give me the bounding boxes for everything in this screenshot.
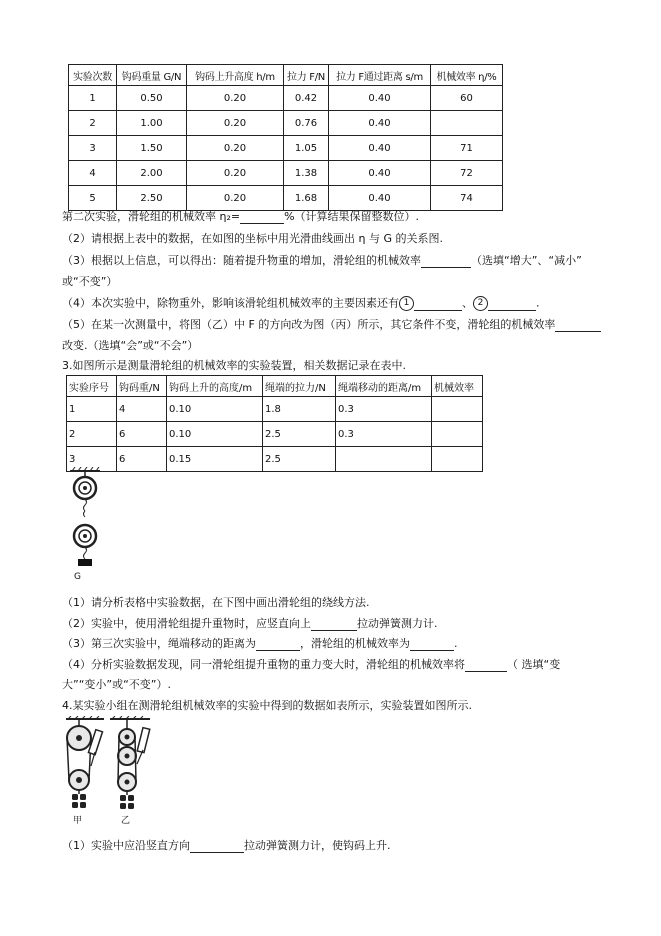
table-header-cell: 钩码重/N (117, 376, 167, 397)
table-cell: 1.38 (284, 161, 329, 186)
q3-line-4 (62, 658, 560, 672)
table-row (67, 422, 483, 447)
table-cell: 0.3 (336, 422, 432, 447)
answer-blank[interactable] (240, 211, 284, 224)
table-cell: 5 (69, 186, 117, 211)
table-row (69, 186, 503, 211)
table-cell: 2 (69, 111, 117, 136)
answer-blank[interactable] (414, 298, 462, 311)
q2-line-3 (62, 254, 582, 268)
table-cell: 1.68 (284, 186, 329, 211)
table-cell: 0.40 (329, 161, 431, 186)
answer-blank[interactable] (488, 298, 536, 311)
q4-intro: 4.某实验小组在测滑轮组机械效率的实验中得到的数据如表所示，实验装置如图所示. (62, 699, 472, 712)
table-cell: 0.20 (187, 136, 284, 161)
table-cell: 6 (117, 447, 167, 472)
table-header-cell: 实验序号 (67, 376, 117, 397)
answer-blank[interactable] (256, 638, 300, 651)
table-cell: 60 (431, 86, 503, 111)
table-header-row (67, 376, 483, 397)
q3-line-3-text: （3）第三次实验中，绳端移动的距离为 (62, 637, 256, 650)
q3-line-4-text: （4）分析实验数据发现，同一滑轮组提升重物的重力变大时，滑轮组的机械效率将 (62, 658, 465, 671)
table-cell: 0.20 (187, 161, 284, 186)
q4-line-1 (62, 839, 391, 853)
table-cell: 74 (431, 186, 503, 211)
table-cell (336, 447, 432, 472)
table-cell: 1.05 (284, 136, 329, 161)
label-yi: 乙 (121, 816, 131, 826)
table-cell: 1 (67, 397, 117, 422)
table-cell: 0.50 (117, 86, 187, 111)
label-jia: 甲 (73, 816, 83, 826)
table-cell: 72 (431, 161, 503, 186)
q2-line-3-text: （3）根据以上信息，可以得出：随着提升物重的增加，滑轮组的机械效率 (62, 254, 421, 267)
answer-blank[interactable] (555, 319, 601, 332)
table-cell: 4 (117, 397, 167, 422)
weight-label: G (74, 572, 81, 582)
table-cell (431, 111, 503, 136)
weight-block (80, 794, 86, 800)
answer-blank[interactable] (421, 255, 471, 268)
table-cell: 3 (67, 447, 117, 472)
table-row (67, 397, 483, 422)
answer-blank[interactable] (311, 618, 357, 631)
q2-line-1-text: 第二次实验，滑轮组的机械效率 η₂= (62, 210, 241, 223)
period: . (536, 296, 540, 310)
table-cell: 0.20 (187, 86, 284, 111)
pulley-data-table (66, 375, 483, 472)
table-row (69, 136, 503, 161)
table-cell: 1.50 (117, 136, 187, 161)
q2-line-5-text: （4）本次实验中，除物重外，影响该滑轮组机械效率的主要因素还有 (62, 296, 399, 310)
ceiling-hatch (70, 467, 100, 471)
q2-line-2: （2）请根据上表中的数据，在如图的坐标中用光滑曲线画出 η 与 G 的关系图. (62, 232, 443, 245)
fixed-pulley (74, 477, 96, 499)
table-cell: 2.50 (117, 186, 187, 211)
table-cell: 1.8 (263, 397, 336, 422)
table-header-cell: 实验次数 (69, 65, 117, 86)
table-cell: 1.00 (117, 111, 187, 136)
table-row (69, 86, 503, 111)
efficiency-data-table (68, 64, 503, 211)
table-cell: 0.76 (284, 111, 329, 136)
q2-line-4: 或“不变”） (62, 275, 118, 288)
table-row (69, 161, 503, 186)
q3-line-2 (62, 617, 438, 631)
weight-block (120, 795, 126, 801)
q2-line-5 (62, 296, 540, 311)
table-cell: 2 (67, 422, 117, 447)
table-cell: 3 (69, 136, 117, 161)
table-cell: 0.10 (167, 397, 263, 422)
table-header-cell: 拉力 F/N (284, 65, 329, 86)
separator: 、 (462, 296, 473, 310)
table-cell: 6 (117, 422, 167, 447)
weight-block (128, 795, 134, 801)
pulley-setups-figure (64, 716, 160, 828)
table-cell: 2.5 (263, 422, 336, 447)
period: . (454, 637, 458, 650)
q3-line-4-suffix: （ 选填“变 (507, 658, 561, 671)
answer-blank[interactable] (410, 638, 454, 651)
q3-line-5: 大”“变小”或“不变”）. (62, 678, 171, 691)
q2-line-6 (62, 318, 601, 332)
table-cell: 0.15 (167, 447, 263, 472)
table-cell: 2.00 (117, 161, 187, 186)
setup-yi (110, 716, 150, 826)
movable-pulley (74, 525, 96, 547)
table-header-cell: 机械效率 η/% (431, 65, 503, 86)
table-cell: 0.20 (187, 111, 284, 136)
weight-block (80, 802, 86, 808)
table-cell: 2.5 (263, 447, 336, 472)
q2-line-1 (62, 210, 419, 224)
weight-block (120, 803, 126, 809)
circled-number: 1 (399, 296, 414, 311)
q3-line-2-text: （2）实验中，使用滑轮组提升重物时，应竖直向上 (62, 617, 311, 630)
table-cell (432, 422, 483, 447)
table-cell: 0.20 (187, 186, 284, 211)
q3-line-3-mid: ，滑轮组的机械效率为 (300, 637, 410, 650)
table-header-cell: 绳端移动的距离/m (336, 376, 432, 397)
q2-line-3-suffix: （选填“增大”、“减小” (471, 254, 582, 267)
table-cell (432, 397, 483, 422)
q4-line-1-text: （1）实验中应沿竖直方向 (62, 839, 190, 852)
q2-line-7: 改变.（选填“会”或“不会”） (62, 339, 199, 352)
table-header-cell: 钩码上升的高度/m (167, 376, 263, 397)
pulley-figure (64, 467, 104, 587)
table-cell: 1 (69, 86, 117, 111)
table-cell: 0.42 (284, 86, 329, 111)
table-header-cell: 机械效率 (432, 376, 483, 397)
weight-block (128, 803, 134, 809)
weight-block (78, 559, 92, 566)
q2-line-6-text: （5）在某一次测量中，将图（乙）中 F 的方向改为图（丙）所示，其它条件不变，滑轮组的机械效率 (62, 318, 556, 331)
answer-blank[interactable] (465, 659, 507, 672)
q2-line-1-suffix: %（计算结果保留整数位）. (284, 210, 420, 223)
answer-blank[interactable] (190, 840, 244, 853)
table-header-cell: 拉力 F通过距离 s/m (329, 65, 431, 86)
weight-block (72, 794, 78, 800)
table-row (69, 111, 503, 136)
q3-intro: 3.如图所示是测量滑轮组的机械效率的实验装置，相关数据记录在表中. (62, 359, 406, 372)
table-cell: 0.40 (329, 136, 431, 161)
table-cell: 4 (69, 161, 117, 186)
q3-line-1: （1）请分析表格中实验数据，在下图中画出滑轮组的绕线方法. (62, 596, 370, 609)
table-cell: 0.10 (167, 422, 263, 447)
table-header-cell: 钩码上升高度 h/m (187, 65, 284, 86)
q3-line-3 (62, 637, 458, 651)
table-header-row (69, 65, 503, 86)
table-cell (432, 447, 483, 472)
weight-block (72, 802, 78, 808)
table-cell: 0.40 (329, 86, 431, 111)
circled-number: 2 (473, 296, 488, 311)
q4-line-1-suffix: 拉动弹簧测力计，使钩码上升. (244, 839, 391, 852)
table-header-cell: 钩码重量 G/N (117, 65, 187, 86)
table-cell: 0.40 (329, 111, 431, 136)
spring-scale (137, 728, 150, 753)
setup-jia (66, 716, 104, 826)
q3-line-2-suffix: 拉动弹簧测力计. (357, 617, 438, 630)
table-header-cell: 绳端的拉力/N (263, 376, 336, 397)
table-row (67, 447, 483, 472)
table-cell: 0.3 (336, 397, 432, 422)
table-cell: 71 (431, 136, 503, 161)
table-cell: 0.40 (329, 186, 431, 211)
